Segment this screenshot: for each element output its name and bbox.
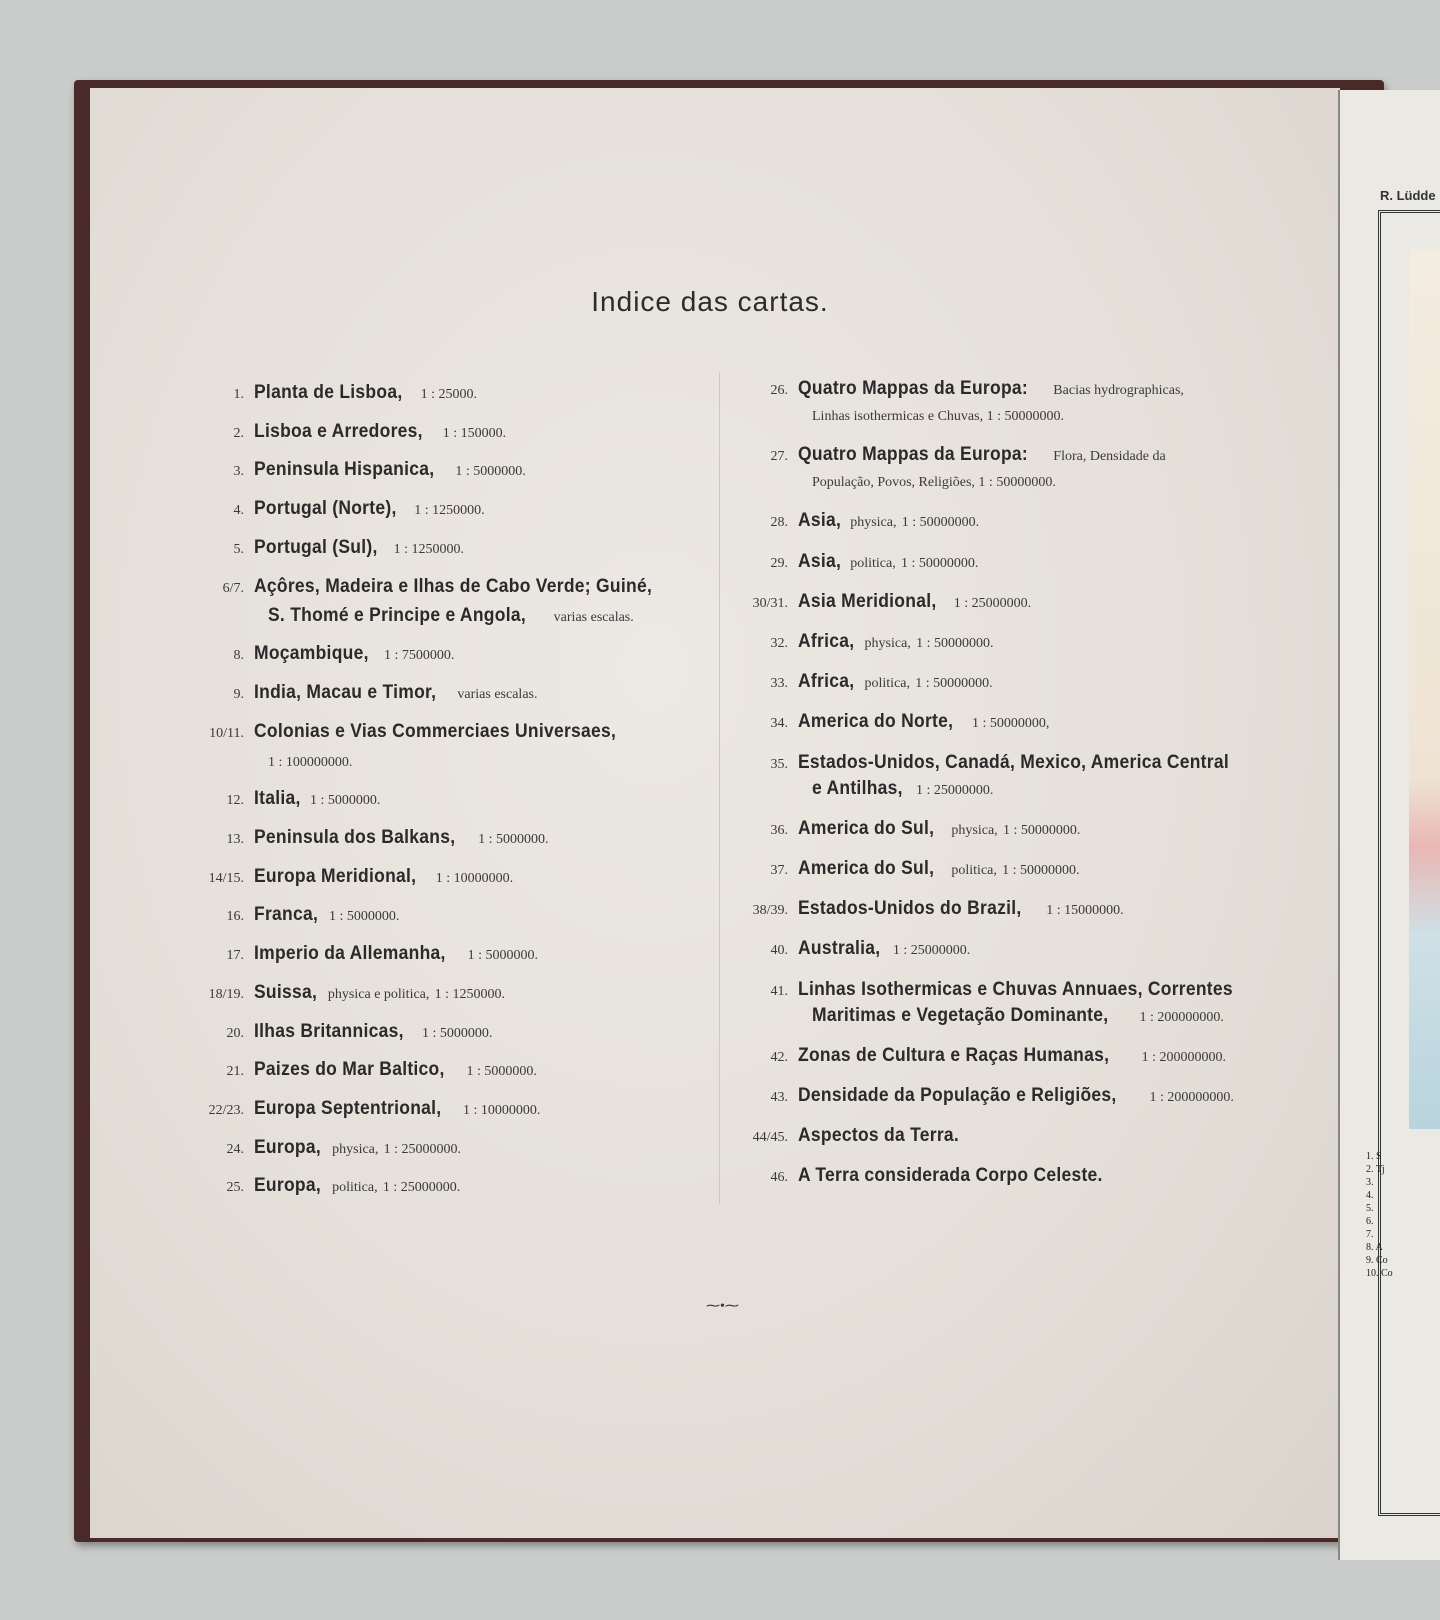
entry-scale: 1 : 1250000. — [434, 986, 506, 1002]
index-entry — [730, 506, 979, 538]
entry-scale: 1 : 200000000. — [1149, 1090, 1234, 1105]
entry-number: 12. — [226, 793, 244, 809]
entry-title-continued: S. Thomé e Principe e Angola, — [268, 604, 526, 626]
entry-scale: 1 : 50000000. — [916, 636, 994, 651]
entry-continuation — [812, 466, 1056, 498]
entry-detail: physica, — [951, 822, 998, 838]
index-entry — [196, 823, 549, 855]
entry-detail-continued: 1 : 25000000. — [915, 782, 994, 798]
entry-scale: 1 : 15000000. — [1046, 903, 1124, 919]
entry-number: 16. — [226, 909, 244, 925]
entry-title: Asia, — [798, 510, 842, 532]
entry-number: 38/39. — [752, 903, 788, 919]
entry-scale: 1 : 50000000. — [901, 515, 980, 531]
entry-title: America do Sul, — [798, 817, 935, 839]
index-entry — [196, 900, 399, 932]
index-entry — [730, 667, 993, 699]
entry-scale: 1 : 25000000. — [383, 1141, 462, 1157]
index-entry — [196, 978, 505, 1010]
index-entry — [196, 533, 464, 565]
ornament-divider: ⁓•⁓ — [706, 1299, 739, 1314]
entry-number: 30/31. — [752, 595, 788, 611]
entry-number: 29. — [770, 555, 788, 571]
index-entry — [730, 854, 1080, 886]
entry-continuation — [268, 601, 634, 633]
entry-scale: 1 : 50000000. — [900, 555, 979, 571]
entry-continuation — [268, 746, 352, 778]
entry-scale: 1 : 50000000. — [1002, 863, 1080, 878]
entry-detail: varias escalas. — [457, 686, 538, 702]
entry-title: India, Macau e Timor, — [254, 681, 437, 703]
index-entry — [196, 455, 526, 487]
entry-continuation — [812, 774, 993, 806]
legend-item: 2. Tj — [1366, 1164, 1385, 1175]
entry-title: Europa Septentrional, — [254, 1097, 442, 1119]
entry-title: Portugal (Sul), — [254, 536, 378, 558]
entry-title: Zonas de Cultura e Raças Humanas, — [798, 1044, 1110, 1066]
entry-number: 10/11. — [209, 725, 244, 741]
entry-detail-continued: População, Povos, Religiões, 1 : 50000000. — [812, 475, 1056, 491]
entry-scale: 1 : 25000. — [420, 387, 478, 402]
entry-number: 43. — [770, 1090, 788, 1105]
entry-title: Peninsula Hispanica, — [254, 459, 435, 481]
index-entry — [730, 934, 970, 966]
entry-number: 24. — [226, 1141, 244, 1157]
entry-title: Paizes do Mar Baltico, — [254, 1059, 445, 1081]
entry-title: Estados-Unidos, Canadá, Mexico, America Central — [798, 751, 1229, 773]
entry-number: 44/45. — [752, 1130, 788, 1146]
entry-number: 1. — [233, 387, 244, 402]
index-entry — [730, 748, 1266, 780]
entry-title: America do Norte, — [798, 711, 954, 733]
entry-scale: 1 : 7500000. — [384, 648, 455, 664]
index-entry — [730, 894, 1124, 926]
entry-title: Aspectos da Terra. — [798, 1125, 960, 1147]
index-entry — [730, 1121, 973, 1153]
entry-title: Quatro Mappas da Europa: — [798, 378, 1029, 399]
entry-scale: 1 : 50000000, — [972, 716, 1050, 732]
entry-title-continued: Maritimas e Vegetação Dominante, — [812, 1004, 1109, 1026]
entry-detail: physica, — [850, 515, 897, 531]
entry-scale: 1 : 1250000. — [414, 503, 485, 519]
entry-number: 40. — [770, 943, 788, 959]
entry-scale: 1 : 150000. — [442, 425, 507, 441]
index-entry — [196, 378, 477, 410]
entry-title: Planta de Lisboa, — [254, 382, 403, 403]
entry-title: Africa, — [798, 671, 855, 693]
entry-number: 27. — [770, 449, 788, 465]
entry-title: Moçambique, — [254, 643, 369, 665]
entry-title: A Terra considerada Corpo Celeste. — [798, 1165, 1103, 1187]
entry-scale: 1 : 5000000. — [466, 1064, 537, 1080]
entry-title: America do Sul, — [798, 858, 935, 879]
entry-title: Australia, — [798, 938, 881, 960]
index-entry — [730, 627, 993, 659]
entry-detail-continued: Linhas isothermicas e Chuvas, 1 : 50000000. — [812, 409, 1064, 424]
legend-item: 5. — [1366, 1203, 1374, 1214]
entry-title: Italia, — [254, 788, 301, 810]
entry-number: 33. — [770, 676, 788, 692]
entry-title: Estados-Unidos do Brazil, — [798, 898, 1022, 920]
entry-detail: physica, — [332, 1141, 379, 1157]
entry-number: 25. — [226, 1180, 244, 1196]
entry-title: Africa, — [798, 631, 855, 652]
entry-title: Linhas Isothermicas e Chuvas Annuaes, Correntes — [798, 978, 1233, 1000]
entry-scale: 1 : 10000000. — [463, 1102, 541, 1118]
entry-scale: 1 : 5000000. — [467, 948, 538, 964]
entry-detail: Flora, Densidade da — [1053, 449, 1166, 465]
entry-number: 28. — [770, 515, 788, 531]
map-image — [1409, 249, 1440, 1129]
legend-item: 10. Co — [1366, 1268, 1393, 1279]
entry-continuation — [812, 1001, 1224, 1033]
entry-number: 41. — [770, 983, 788, 999]
entry-detail: politica, — [332, 1180, 378, 1196]
entry-title: Franca, — [254, 904, 319, 926]
legend-item: 9. Co — [1366, 1255, 1388, 1266]
legend-item: 4. — [1366, 1190, 1374, 1201]
legend-item: 7. — [1366, 1229, 1374, 1240]
entry-number: 26. — [770, 383, 788, 398]
index-entry — [196, 862, 513, 894]
entry-scale: 1 : 5000000. — [455, 464, 526, 480]
index-entry — [730, 547, 978, 579]
entry-title: Asia Meridional, — [798, 590, 937, 612]
page-title: Indice das cartas. — [591, 286, 829, 317]
entry-title: Ilhas Britannicas, — [254, 1020, 404, 1042]
entry-detail: politica, — [850, 555, 896, 571]
index-entry — [730, 707, 1049, 739]
legend-item: 3. — [1366, 1177, 1374, 1188]
entry-title: Europa, — [254, 1175, 322, 1197]
entry-number: 5. — [233, 541, 244, 557]
index-entry — [196, 1017, 492, 1049]
legend-item: 8. A — [1366, 1242, 1383, 1253]
entry-number: 13. — [226, 832, 244, 847]
entry-number: 14/15. — [208, 870, 244, 886]
map-frame — [1378, 210, 1440, 1516]
index-entry — [196, 1094, 540, 1126]
index-entry — [196, 1133, 461, 1165]
index-entry — [196, 1171, 460, 1203]
entry-detail-continued: varias escalas. — [553, 609, 634, 625]
entry-title: Açôres, Madeira e Ilhas de Cabo Verde; Guiné, — [254, 575, 653, 597]
entry-number: 35. — [770, 756, 788, 772]
entry-detail: politica, — [864, 676, 911, 692]
index-entry — [196, 784, 380, 816]
entry-continuation — [812, 400, 1064, 432]
index-entry — [196, 639, 454, 671]
entry-detail-continued: 1 : 200000000. — [1139, 1009, 1224, 1025]
entry-scale: 1 : 50000000. — [1002, 822, 1081, 838]
entry-title-continued: e Antilhas, — [812, 777, 903, 799]
entry-detail: physica, — [864, 636, 911, 651]
entry-number: 18/19. — [208, 986, 244, 1002]
entry-number: 32. — [770, 636, 788, 651]
entry-title: Peninsula dos Balkans, — [254, 827, 456, 848]
entry-scale: 1 : 5000000. — [309, 793, 381, 809]
legend-item: 6. — [1366, 1216, 1374, 1227]
index-entry — [196, 717, 648, 749]
map-legend — [1366, 1150, 1393, 1280]
index-entry — [730, 1041, 1226, 1073]
index-entry — [730, 587, 1031, 619]
index-entry — [196, 572, 687, 604]
entry-number: 22/23. — [208, 1102, 244, 1118]
entry-number: 37. — [770, 863, 788, 878]
entry-number: 46. — [770, 1170, 788, 1186]
entry-number: 21. — [226, 1064, 244, 1080]
entry-scale: 1 : 50000000. — [915, 676, 993, 692]
entry-scale: 1 : 5000000. — [422, 1025, 493, 1041]
index-entry — [730, 1161, 1129, 1193]
entry-scale: 1 : 1250000. — [393, 541, 464, 557]
entry-scale: 1 : 25000000. — [953, 595, 1032, 611]
legend-item: 1. S — [1366, 1151, 1382, 1162]
entry-number: 20. — [226, 1025, 244, 1041]
entry-title: Lisboa e Arredores, — [254, 420, 423, 442]
entry-title: Densidade da População e Religiões, — [798, 1085, 1117, 1106]
index-entry — [196, 678, 537, 710]
entry-number: 36. — [770, 822, 788, 838]
entry-scale: 1 : 25000000. — [382, 1180, 461, 1196]
entry-title: Suissa, — [254, 981, 318, 1003]
entry-number: 6/7. — [222, 580, 244, 596]
entry-scale: 1 : 200000000. — [1141, 1049, 1226, 1065]
index-entry — [730, 1081, 1234, 1113]
index-entry — [196, 417, 506, 449]
entry-number: 34. — [770, 716, 788, 732]
index-entry — [196, 939, 538, 971]
entry-detail: physica e politica, — [327, 986, 430, 1002]
entry-title: Portugal (Norte), — [254, 498, 397, 520]
entry-detail: politica, — [951, 863, 997, 878]
entry-title: Europa Meridional, — [254, 865, 417, 887]
entry-scale: 1 : 25000000. — [892, 943, 971, 959]
entry-title: Quatro Mappas da Europa: — [798, 444, 1029, 466]
entry-title: Colonias e Vias Commerciaes Universaes, — [254, 720, 617, 742]
entry-number: 42. — [770, 1049, 788, 1065]
entry-number: 9. — [233, 686, 244, 702]
entry-number: 2. — [233, 425, 244, 441]
entry-title: Europa, — [254, 1136, 322, 1158]
entry-detail-continued: 1 : 100000000. — [268, 754, 353, 770]
entry-scale: 1 : 10000000. — [435, 870, 514, 886]
facing-page-header: R. Lüdde — [1380, 188, 1436, 203]
entry-number: 3. — [233, 464, 244, 480]
entry-scale: 1 : 5000000. — [478, 832, 549, 847]
index-entry — [196, 494, 485, 526]
entry-number: 4. — [233, 503, 244, 519]
entry-title: Asia, — [798, 550, 842, 572]
entry-number: 17. — [226, 948, 244, 964]
entry-detail: Bacias hydrographicas, — [1053, 383, 1184, 398]
entry-number: 8. — [233, 648, 244, 664]
entry-scale: 1 : 5000000. — [328, 909, 400, 925]
index-entry — [730, 814, 1080, 846]
entry-title: Imperio da Allemanha, — [254, 943, 446, 965]
column-divider — [719, 372, 720, 1204]
index-entry — [196, 1055, 537, 1087]
